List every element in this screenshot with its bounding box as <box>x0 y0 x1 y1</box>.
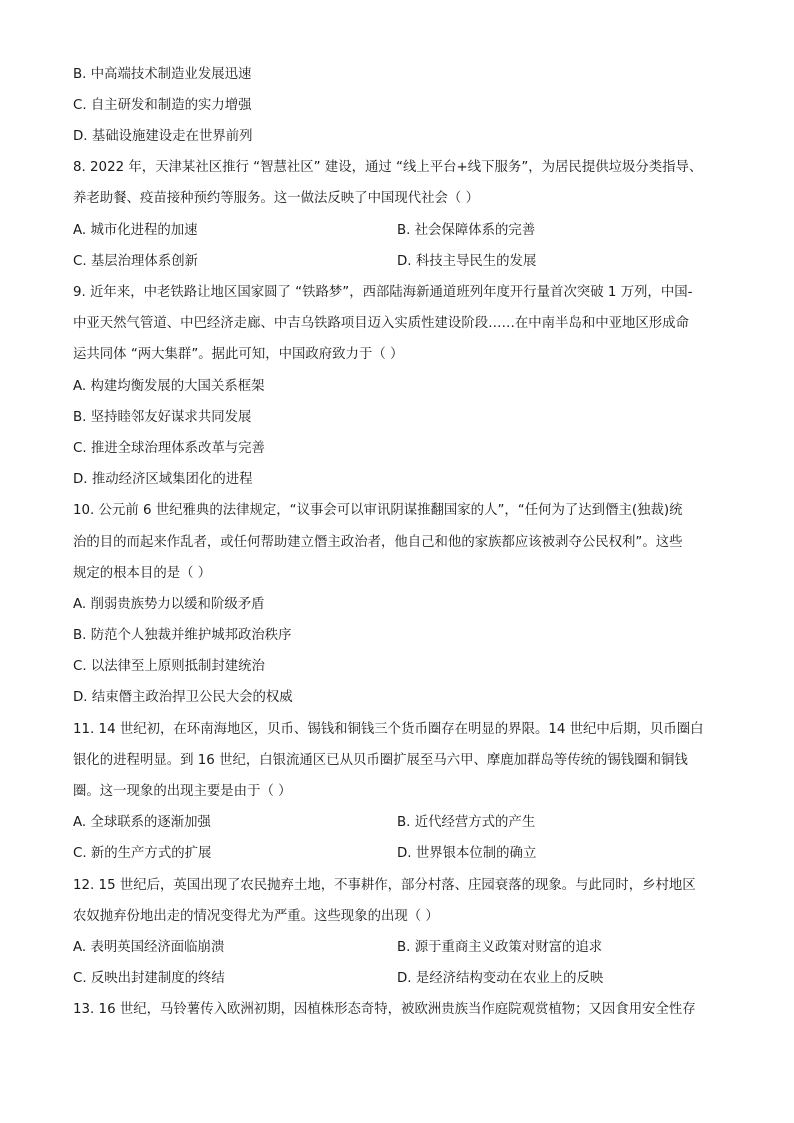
q10-stem-line-3: 规定的根本目的是（ ） <box>73 566 212 581</box>
q8-option-b: B. 社会保障体系的完善 <box>397 223 536 238</box>
q8-stem-line-2: 养老助餐、疫苗接种预约等服务。这一做法反映了中国现代社会（ ） <box>73 191 479 206</box>
q10-option-d: D. 结束僭主政治捍卫公民大会的权威 <box>73 690 293 705</box>
q8-option-c: C. 基层治理体系创新 <box>73 254 198 269</box>
q12-option-c: C. 反映出封建制度的终结 <box>73 971 225 986</box>
q11-stem-line-1: 11. 14 世纪初，在环南海地区，贝币、锡钱和铜钱三个货币圈存在明显的界限。14 世纪中后期，贝币圈白 <box>73 722 704 737</box>
q9-stem-line-3: 运共同体 “两大集群”。据此可知，中国政府致力于（ ） <box>73 347 404 362</box>
q10-option-c: C. 以法律至上原则抵制封建统治 <box>73 659 265 674</box>
q10-stem-line-2: 治的目的而起来作乱者，或任何帮助建立僭主政治者，他自己和他的家族都应该被剥夺公民权利”。这些 <box>73 535 683 550</box>
q11-option-a: A. 全球联系的逐渐加强 <box>73 815 211 830</box>
q12-option-b: B. 源于重商主义政策对财富的追求 <box>397 940 603 955</box>
q8-stem-line-1: 8. 2022 年，天津某社区推行 “智慧社区” 建设，通过 “线上平台+线下服务”，为居民提供垃圾分类指导、 <box>73 160 703 175</box>
q9-stem-line-2: 中亚天然气管道、中巴经济走廊、中吉乌铁路项目迈入实质性建设阶段……在中南半岛和中亚地区形成命 <box>73 316 689 331</box>
q8-option-a: A. 城市化进程的加速 <box>73 223 198 238</box>
q8-option-d: D. 科技主导民生的发展 <box>397 254 537 269</box>
q9-option-d: D. 推动经济区域集团化的进程 <box>73 472 253 487</box>
q12-option-d: D. 是经济结构变动在农业上的反映 <box>397 971 604 986</box>
q10-option-a: A. 削弱贵族势力以缓和阶级矛盾 <box>73 597 265 612</box>
q9-option-c: C. 推进全球治理体系改革与完善 <box>73 441 265 456</box>
q11-option-c: C. 新的生产方式的扩展 <box>73 846 212 861</box>
q11-option-b: B. 近代经营方式的产生 <box>397 815 536 830</box>
q11-stem-line-2: 银化的进程明显。到 16 世纪，白银流通区已从贝币圈扩展至马六甲、摩鹿加群岛等传统的锡钱圈和铜钱 <box>73 753 688 768</box>
q7-option-d: D. 基础设施建设走在世界前列 <box>73 129 253 144</box>
q12-stem-line-2: 农奴抛弃份地出走的情况变得尤为严重。这些现象的出现（ ） <box>73 909 439 924</box>
q12-option-a: A. 表明英国经济面临崩溃 <box>73 940 225 955</box>
q9-option-b: B. 坚持睦邻友好谋求共同发展 <box>73 410 252 425</box>
q12-stem-line-1: 12. 15 世纪后，英国出现了农民抛弃土地，不事耕作，部分村落、庄园衰落的现象。与此同时，乡村地区 <box>73 878 696 893</box>
q13-stem-line-1: 13. 16 世纪，马铃薯传入欧洲初期，因植株形态奇特，被欧洲贵族当作庭院观赏植物；又因食用安全性存 <box>73 1002 696 1017</box>
q9-stem-line-1: 9. 近年来，中老铁路让地区国家圆了 “铁路梦”，西部陆海新通道班列年度开行量首次突破 1 万列，中国- <box>73 285 693 300</box>
q7-option-c: C. 自主研发和制造的实力增强 <box>73 98 252 113</box>
q10-stem-line-1: 10. 公元前 6 世纪雅典的法律规定，“议事会可以审讯阴谋推翻国家的人”，“任何为了达到僭主(独裁)统 <box>73 503 683 518</box>
q7-option-b: B. 中高端技术制造业发展迅速 <box>73 67 252 82</box>
q11-option-d: D. 世界银本位制的确立 <box>397 846 537 861</box>
q10-option-b: B. 防范个人独裁并维护城邦政治秩序 <box>73 628 292 643</box>
q9-option-a: A. 构建均衡发展的大国关系框架 <box>73 379 265 394</box>
q11-stem-line-3: 圈。这一现象的出现主要是由于（ ） <box>73 784 292 799</box>
